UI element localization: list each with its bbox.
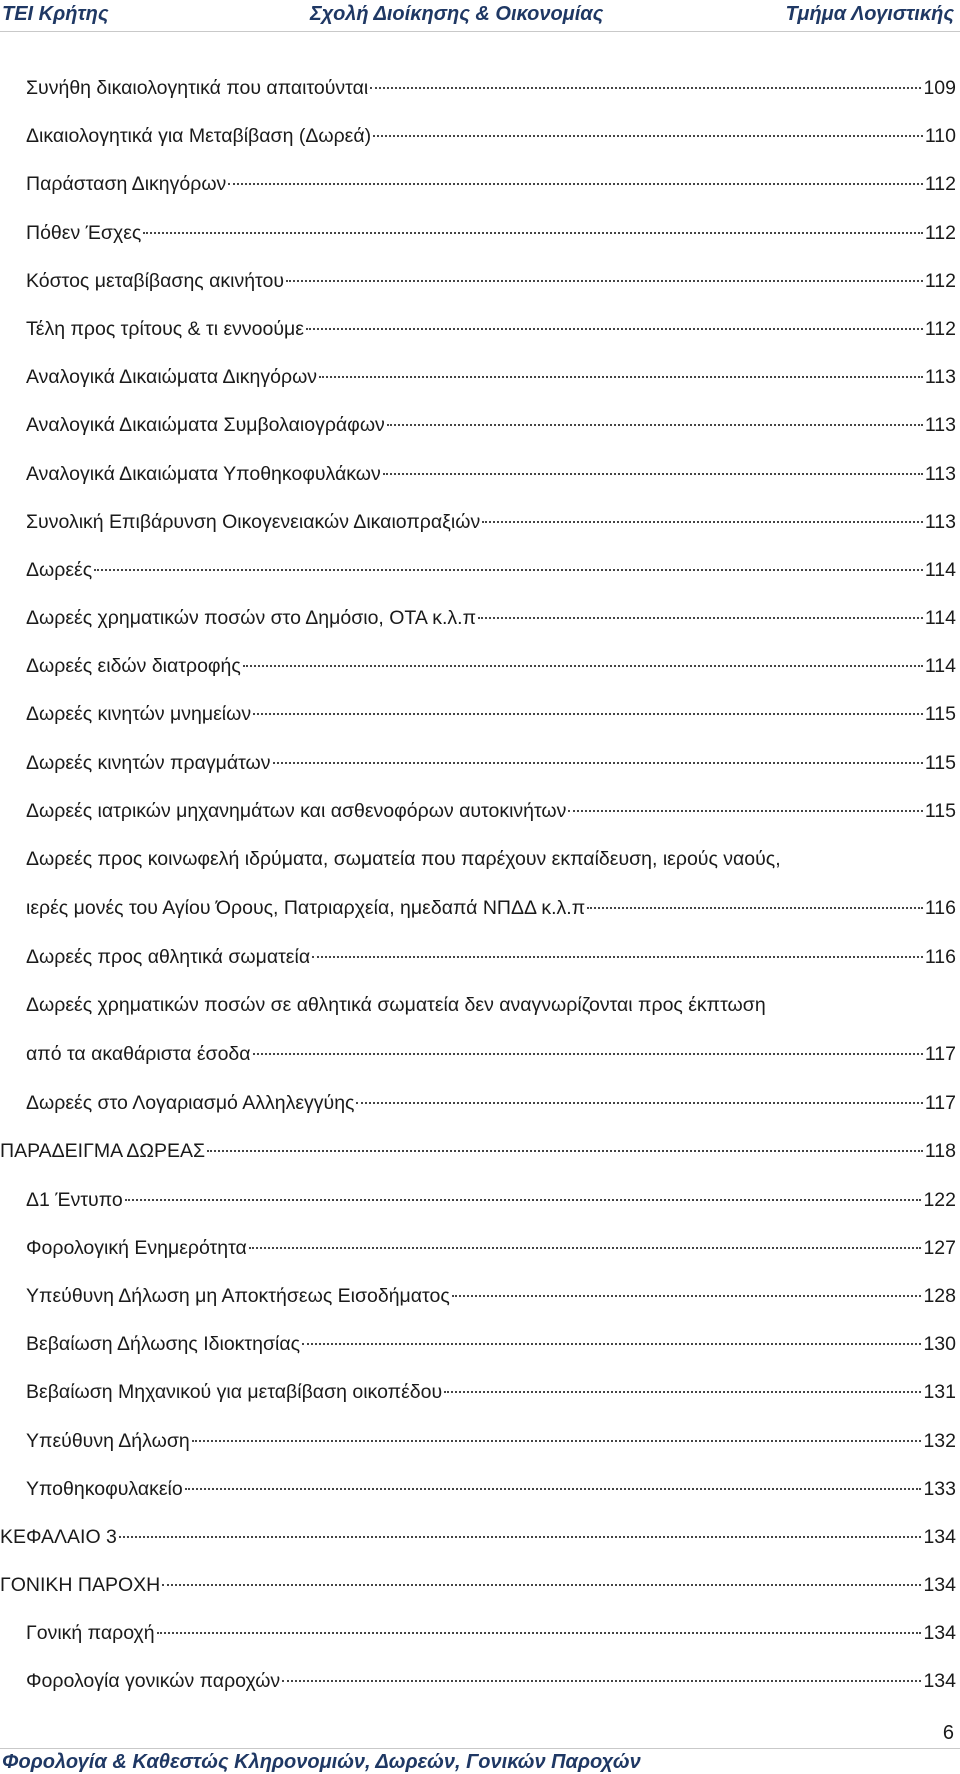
toc-entry-title: Δ1 Έντυπο xyxy=(26,1188,123,1211)
page-header xyxy=(0,0,960,30)
toc-entry[interactable] xyxy=(0,1236,960,1284)
toc-page-number: 117 xyxy=(924,1092,956,1115)
toc-entry-title: Δωρεές ειδών διατροφής xyxy=(26,655,241,678)
toc-entry-line xyxy=(26,1621,956,1645)
toc-entry-line xyxy=(26,1380,956,1404)
dot-leader xyxy=(282,1680,921,1682)
toc-entry[interactable] xyxy=(0,317,960,365)
toc-entry-title: Δωρεές χρηματικών ποσών στο Δημόσιο, ΟΤΑ κ.λ.π xyxy=(26,607,477,630)
header-department: Τμήμα Λογιστικής xyxy=(785,3,954,25)
toc-page-number: 112 xyxy=(924,173,956,196)
toc-entry-line xyxy=(26,172,956,196)
dot-leader xyxy=(125,1199,922,1201)
toc-entry-title: ΠΑΡΑΔΕΙΓΜΑ ΔΩΡΕΑΣ xyxy=(0,1140,206,1163)
dot-leader xyxy=(302,1343,921,1345)
toc-entry-line xyxy=(26,124,956,148)
toc-entry-title: Δωρεές προς κοινωφελή ιδρύματα, σωματεία που παρέχουν εκπαίδευση, ιερούς ναούς, xyxy=(26,848,781,870)
dot-leader xyxy=(286,280,923,282)
toc-page-number: 116 xyxy=(924,946,956,968)
toc-page-number: 113 xyxy=(924,366,956,389)
toc-entry[interactable] xyxy=(0,365,960,413)
table-of-contents xyxy=(0,76,960,1718)
dot-leader xyxy=(482,521,923,523)
dot-leader xyxy=(383,473,923,475)
toc-entry[interactable] xyxy=(0,1380,960,1428)
toc-entry-line xyxy=(0,1525,956,1549)
dot-leader xyxy=(568,810,922,812)
toc-entry-title: Αναλογικά Δικαιώματα Δικηγόρων xyxy=(26,366,318,389)
toc-entry-title: Βεβαίωση Δήλωσης Ιδιοκτησίας xyxy=(26,1333,300,1356)
dot-leader xyxy=(228,183,923,185)
toc-entry-line xyxy=(26,1429,956,1453)
toc-entry-title: ΓΟΝΙΚΗ ΠΑΡΟΧΗ xyxy=(0,1574,161,1597)
toc-entry[interactable] xyxy=(0,1429,960,1477)
toc-entry-title: Πόθεν Έσχες xyxy=(26,221,142,244)
dot-leader xyxy=(162,1584,921,1586)
dot-leader xyxy=(306,328,923,330)
toc-page-number: 127 xyxy=(923,1236,956,1259)
toc-entry-line xyxy=(26,1042,956,1066)
toc-entry-line xyxy=(26,654,956,678)
page-number: 6 xyxy=(942,1722,954,1744)
dot-leader xyxy=(356,1102,922,1104)
toc-entry[interactable] xyxy=(0,221,960,269)
toc-entry-title-continued: ιερές μονές του Αγίου Όρους, Πατριαρχεία, ημεδαπά ΝΠΔΔ κ.λ.π xyxy=(26,897,586,919)
toc-page-number: 132 xyxy=(923,1429,956,1452)
dot-leader xyxy=(319,376,923,378)
toc-entry[interactable] xyxy=(0,1139,960,1187)
dot-leader xyxy=(94,569,923,571)
toc-entry[interactable] xyxy=(0,1573,960,1621)
toc-page-number: 115 xyxy=(924,703,956,726)
toc-page-number: 115 xyxy=(924,799,956,822)
toc-entry-line xyxy=(26,1669,956,1693)
toc-page-number: 109 xyxy=(923,77,956,99)
toc-entry-title: ΚΕΦΑΛΑΙΟ 3 xyxy=(0,1525,117,1548)
toc-entry-line xyxy=(26,896,956,920)
toc-entry[interactable] xyxy=(0,1188,960,1236)
toc-page-number: 134 xyxy=(923,1574,956,1597)
toc-entry-title: Υπεύθυνη Δήλωση xyxy=(26,1429,190,1452)
dot-leader xyxy=(273,762,923,764)
toc-entry-title: Αναλογικά Δικαιώματα Υποθηκοφυλάκων xyxy=(26,462,381,485)
toc-entry-title: Φορολογία γονικών παροχών xyxy=(26,1670,281,1693)
toc-entry-title: Συνήθη δικαιολογητικά που απαιτούνται xyxy=(26,77,369,99)
toc-entry[interactable] xyxy=(0,799,960,847)
toc-entry-line xyxy=(26,606,956,630)
toc-entry[interactable] xyxy=(0,1091,960,1139)
toc-entry-line xyxy=(0,1139,956,1163)
toc-entry-title: Δωρεές στο Λογαριασμό Αλληλεγγύης xyxy=(26,1092,355,1115)
toc-page-number: 112 xyxy=(924,269,956,292)
dot-leader xyxy=(452,1295,922,1297)
toc-entry-line xyxy=(26,702,956,726)
toc-entry-line xyxy=(26,1477,956,1501)
toc-entry-line xyxy=(26,413,956,437)
toc-entry[interactable] xyxy=(0,1284,960,1332)
toc-entry-line xyxy=(26,269,956,293)
toc-page-number: 113 xyxy=(924,414,956,437)
toc-entry[interactable] xyxy=(0,606,960,654)
toc-entry[interactable] xyxy=(0,1477,960,1525)
dot-leader xyxy=(243,665,923,667)
toc-entry-line xyxy=(26,365,956,389)
header-school: Σχολή Διοίκησης & Οικονομίας xyxy=(310,3,604,25)
toc-entry-line xyxy=(26,799,956,823)
toc-entry-title: Βεβαίωση Μηχανικού για μεταβίβαση οικοπέδου xyxy=(26,1381,443,1404)
toc-page-number: 112 xyxy=(924,221,956,244)
dot-leader xyxy=(207,1150,923,1152)
dot-leader xyxy=(312,956,923,958)
toc-entry-line xyxy=(26,751,956,775)
toc-page-number: 133 xyxy=(923,1477,956,1500)
toc-entry-title: Υποθηκοφυλακείο xyxy=(26,1477,183,1500)
toc-entry-title: Γονική παροχή xyxy=(26,1622,155,1645)
dot-leader xyxy=(253,1053,923,1055)
toc-entry[interactable] xyxy=(0,269,960,317)
toc-page-number: 118 xyxy=(924,1140,956,1163)
toc-entry[interactable] xyxy=(0,1332,960,1380)
toc-entry[interactable] xyxy=(0,172,960,220)
toc-entry[interactable] xyxy=(0,702,960,750)
toc-entry[interactable] xyxy=(0,1621,960,1669)
toc-entry-line xyxy=(26,462,956,486)
toc-entry-line xyxy=(26,1236,956,1260)
footer-divider xyxy=(0,1748,960,1749)
header-divider xyxy=(0,31,960,32)
toc-entry-title: Φορολογική Ενημερότητα xyxy=(26,1236,247,1259)
toc-entry-line xyxy=(26,1332,956,1356)
toc-page-number: 114 xyxy=(924,558,956,581)
toc-entry-title: Δικαιολογητικά για Μεταβίβαση (Δωρεά) xyxy=(26,125,372,148)
dot-leader xyxy=(253,713,923,715)
toc-page-number: 116 xyxy=(924,897,956,919)
dot-leader xyxy=(192,1440,922,1442)
toc-entry-line xyxy=(26,558,956,582)
dot-leader xyxy=(143,232,923,234)
toc-entry-title: Τέλη προς τρίτους & τι εννοούμε xyxy=(26,317,304,340)
toc-page-number: 134 xyxy=(923,1525,956,1548)
toc-entry[interactable] xyxy=(0,413,960,461)
toc-entry-line xyxy=(26,221,956,245)
toc-entry-line xyxy=(26,1188,956,1212)
toc-entry[interactable] xyxy=(0,847,960,945)
toc-entry[interactable] xyxy=(0,462,960,510)
toc-page-number: 122 xyxy=(923,1188,956,1211)
toc-entry[interactable] xyxy=(0,751,960,799)
toc-page-number: 110 xyxy=(924,125,956,148)
toc-entry-line xyxy=(26,317,956,341)
toc-entry[interactable] xyxy=(0,1525,960,1573)
toc-entry-title: Παράσταση Δικηγόρων xyxy=(26,173,227,196)
toc-entry-title: Δωρεές κινητών μνημείων xyxy=(26,703,252,726)
toc-entry-title: Δωρεές χρηματικών ποσών σε αθλητικά σωματεία δεν αναγνωρίζονται προς έκπτωση xyxy=(26,994,766,1017)
dot-leader xyxy=(370,87,921,89)
dot-leader xyxy=(249,1247,922,1249)
dot-leader xyxy=(157,1632,922,1634)
toc-entry-title: Δωρεές προς αθλητικά σωματεία xyxy=(26,946,311,968)
toc-page-number: 113 xyxy=(924,462,956,485)
toc-entry[interactable] xyxy=(0,1669,960,1717)
toc-entry-line xyxy=(26,945,956,969)
toc-entry[interactable] xyxy=(0,76,960,124)
dot-leader xyxy=(587,907,923,909)
toc-entry[interactable] xyxy=(0,510,960,558)
toc-entry-title: Δωρεές ιατρικών μηχανημάτων και ασθενοφόρων αυτοκινήτων xyxy=(26,799,567,822)
toc-entry-title: Δωρεές xyxy=(26,558,93,581)
toc-page-number: 131 xyxy=(923,1381,956,1404)
toc-page-number: 115 xyxy=(924,751,956,774)
toc-entry-title: Δωρεές κινητών πραγμάτων xyxy=(26,751,271,774)
dot-leader xyxy=(387,424,923,426)
dot-leader xyxy=(444,1391,921,1393)
dot-leader xyxy=(373,135,923,137)
toc-entry-title: Συνολική Επιβάρυνση Οικογενειακών Δικαιοπραξιών xyxy=(26,510,481,533)
toc-entry-line xyxy=(26,1091,956,1115)
toc-page-number: 128 xyxy=(923,1284,956,1307)
dot-leader xyxy=(185,1488,922,1490)
toc-page-number: 134 xyxy=(923,1622,956,1645)
toc-entry-title: Αναλογικά Δικαιώματα Συμβολαιογράφων xyxy=(26,414,385,437)
toc-entry-line xyxy=(26,76,956,100)
toc-entry-title: Κόστος μεταβίβασης ακινήτου xyxy=(26,269,284,292)
toc-entry-title: Υπεύθυνη Δήλωση μη Αποκτήσεως Εισοδήματος xyxy=(26,1284,450,1307)
toc-entry[interactable] xyxy=(0,993,960,1091)
toc-page-number: 112 xyxy=(924,317,956,340)
toc-entry-line xyxy=(26,1284,956,1308)
toc-entry[interactable] xyxy=(0,558,960,606)
toc-page-number: 134 xyxy=(923,1670,956,1693)
toc-page-number: 114 xyxy=(924,607,956,630)
toc-page-number: 113 xyxy=(924,510,956,533)
toc-page-number: 130 xyxy=(923,1333,956,1356)
toc-page-number: 117 xyxy=(924,1043,956,1066)
header-institution: ΤΕΙ Κρήτης xyxy=(2,3,109,25)
page-footer: Φορολογία & Καθεστώς Κληρονομιών, Δωρεών, Γονικών Παροχών xyxy=(2,1751,641,1773)
dot-leader xyxy=(478,617,923,619)
dot-leader xyxy=(119,1536,922,1538)
toc-entry[interactable] xyxy=(0,945,960,993)
toc-entry[interactable] xyxy=(0,654,960,702)
toc-entry[interactable] xyxy=(0,124,960,172)
toc-entry-title-continued: από τα ακαθάριστα έσοδα xyxy=(26,1043,251,1066)
toc-entry-line xyxy=(0,1573,956,1597)
toc-page-number: 114 xyxy=(924,655,956,678)
toc-entry-line xyxy=(26,510,956,534)
